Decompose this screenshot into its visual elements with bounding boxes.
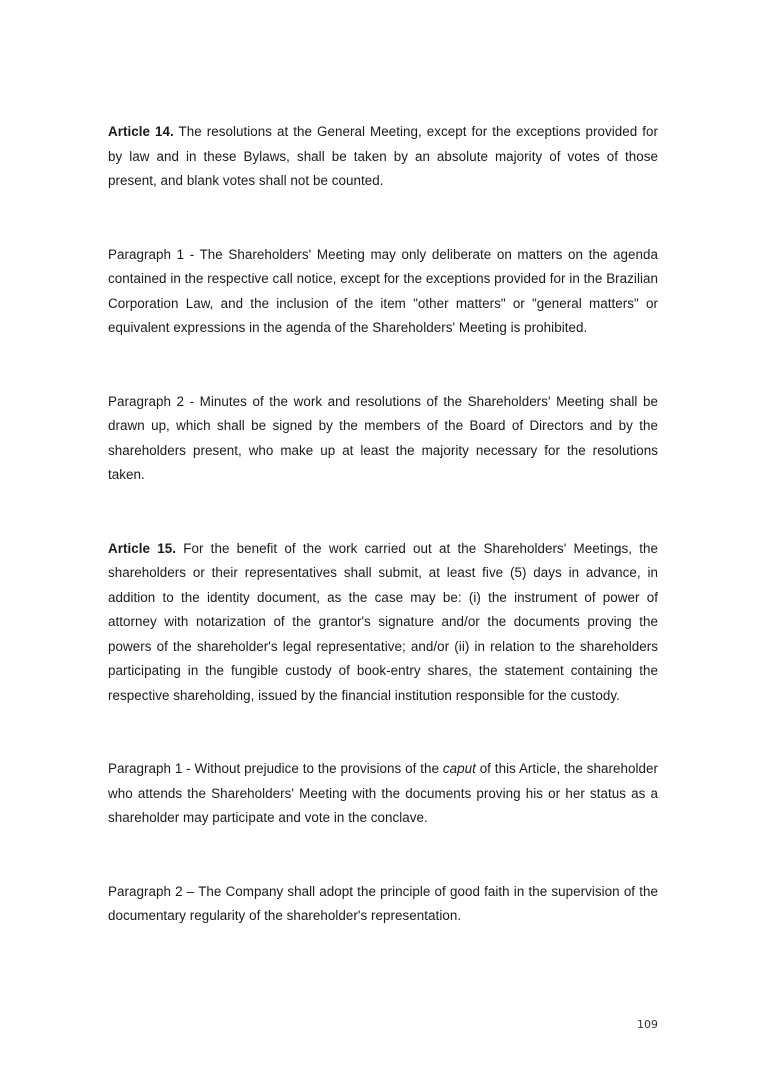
- article-14-heading: Article 14.: [108, 124, 174, 139]
- article-15-paragraph-1: [108, 757, 658, 831]
- article-15-paragraph-2: [108, 880, 658, 929]
- page-body: [108, 120, 658, 978]
- article-15: [108, 537, 658, 709]
- article-15-heading: Article 15.: [108, 540, 177, 556]
- article-15-paragraph-1-caput: caput: [442, 761, 476, 776]
- article-14-paragraph-1: [108, 243, 658, 341]
- article-15-text: For the benefit of the work carried out at the Shareholders' Meetings, the shareholders or their representatives shall submit, at least five (5) days in advance, in addition to the identity document, as the case may be: (i) the instrument of power of attorney with notarization of the grantor's signature and/or the documents proving the powers of the shareholder's legal representative; and/or (ii) in relation to the shareholders participating in the fungible custody of book-entry shares, the statement containing the respective shareholding, issued by the financial institution responsible for the custody.: [108, 540, 659, 703]
- article-14-paragraph-2: [108, 390, 658, 488]
- article-15-paragraph-1-text-before: Paragraph 1 - Without prejudice to the provisions of the: [108, 761, 443, 776]
- article-14-text: The resolutions at the General Meeting, except for the exceptions provided for by law and in these Bylaws, shall be taken by an absolute majority of votes of those present, and blank votes shall not be counted.: [108, 124, 658, 188]
- page-number: 109: [637, 1018, 658, 1031]
- article-15-paragraph-2-text: Paragraph 2 – The Company shall adopt the principle of good faith in the supervision of the documentary regularity of the shareholder's representation.: [108, 883, 658, 923]
- article-14: [108, 120, 658, 194]
- article-15-paragraph-1-text-after: of this Article, the shareholder who attends the Shareholders' Meeting with the documents proving his or her status as a shareholder may participate and vote in the conclave.: [108, 761, 658, 825]
- article-14-paragraph-1-text: Paragraph 1 - The Shareholders' Meeting may only deliberate on matters on the agenda contained in the respective call notice, except for the exceptions provided for in the Brazilian Corporation Law, and the inclusion of the item "other matters" or "general matters" or equivalent expressions in the agenda of the Shareholders' Meeting is prohibited.: [108, 246, 658, 335]
- article-14-paragraph-2-text: Paragraph 2 - Minutes of the work and resolutions of the Shareholders' Meeting shall be drawn up, which shall be signed by the members of the Board of Directors and by the shareholders present, who make up at least the majority necessary for the resolutions taken.: [108, 393, 658, 482]
